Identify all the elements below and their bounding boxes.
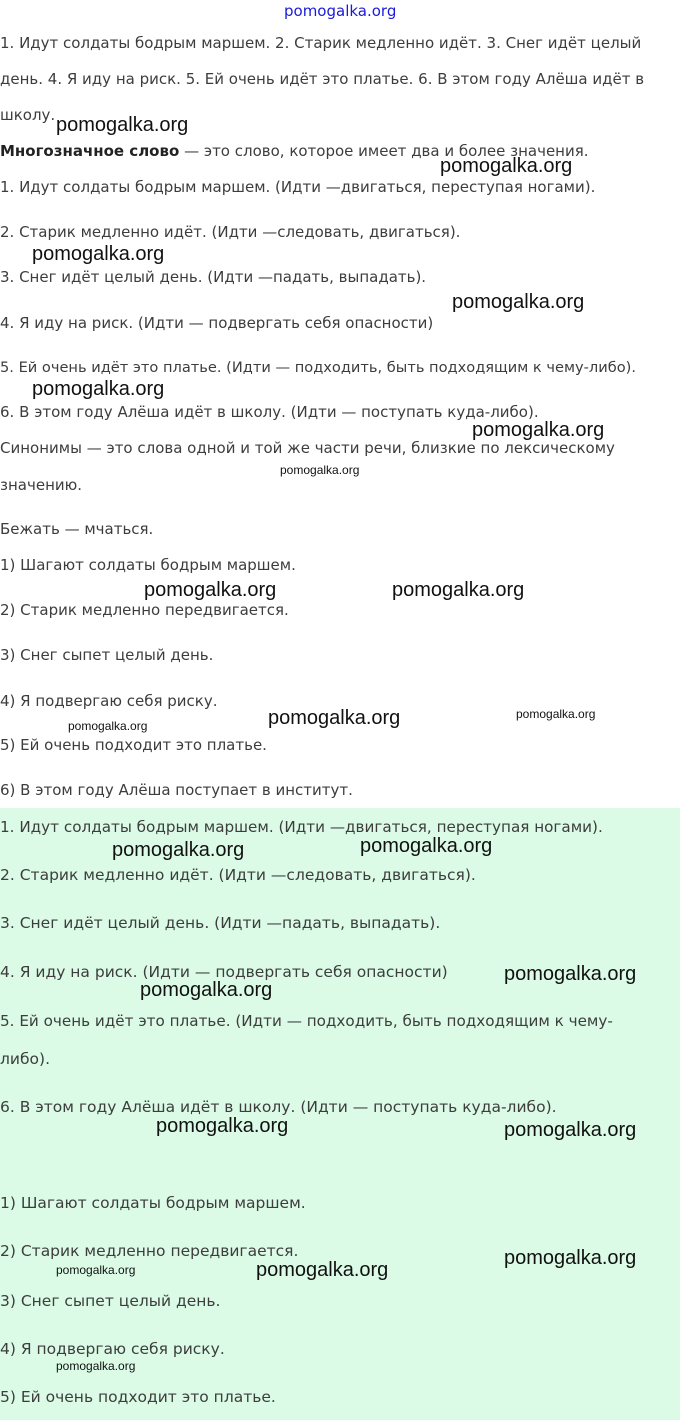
watermark: pomogalka.org	[56, 1263, 136, 1277]
watermark: pomogalka.org	[472, 419, 605, 441]
watermark: pomogalka.org	[504, 1119, 637, 1141]
panel-meaning-5-cont: либо).	[0, 1050, 50, 1068]
panel-meaning-5: 5. Ей очень идёт это платье. (Идти — подходить, быть подходящим к чему-	[0, 1012, 613, 1030]
meaning-6: 6. В этом году Алёша идёт в школу. (Идти — поступать куда-либо).	[0, 403, 539, 421]
site-link[interactable]: pomogalka.org	[284, 2, 397, 20]
watermark: pomogalka.org	[56, 114, 189, 136]
watermark: pomogalka.org	[144, 579, 277, 601]
replacement-6: 6) В этом году Алёша поступает в институт.	[0, 781, 353, 799]
watermark: pomogalka.org	[140, 979, 273, 1001]
watermark: pomogalka.org	[504, 1247, 637, 1269]
definition-text: — это слово, которое имеет два и более значения.	[179, 142, 589, 160]
watermark: pomogalka.org	[56, 1359, 136, 1373]
intro-line-3: школу.	[0, 106, 56, 124]
replacement-4: 4) Я подвергаю себя риску.	[0, 692, 218, 710]
watermark: pomogalka.org	[452, 291, 585, 313]
panel-meaning-6: 6. В этом году Алёша идёт в школу. (Идти — поступать куда-либо).	[0, 1098, 557, 1116]
watermark: pomogalka.org	[504, 963, 637, 985]
meaning-2: 2. Старик медленно идёт. (Идти —следовать, двигаться).	[0, 223, 461, 241]
panel-meaning-4: 4. Я иду на риск. (Идти — подвергать себя опасности)	[0, 963, 448, 981]
watermark: pomogalka.org	[32, 243, 165, 265]
panel-replacement-4: 4) Я подвергаю себя риску.	[0, 1340, 225, 1358]
panel-replacement-2: 2) Старик медленно передвигается.	[0, 1242, 299, 1260]
watermark: pomogalka.org	[32, 378, 165, 400]
watermark: pomogalka.org	[112, 839, 245, 861]
meaning-1: 1. Идут солдаты бодрым маршем. (Идти —двигаться, переступая ногами).	[0, 178, 596, 196]
synonyms-def-line-2: значению.	[0, 476, 83, 494]
panel-replacement-1: 1) Шагают солдаты бодрым маршем.	[0, 1194, 306, 1212]
watermark: pomogalka.org	[516, 707, 596, 721]
meaning-5: 5. Ей очень идёт это платье. (Идти — подходить, быть подходящим к чему-либо).	[0, 359, 636, 376]
replacement-1: 1) Шагают солдаты бодрым маршем.	[0, 556, 296, 574]
synonyms-def-line-1: Синонимы — это слова одной и той же части речи, близкие по лексическому	[0, 439, 615, 457]
watermark: pomogalka.org	[392, 579, 525, 601]
example-pair: Бежать — мчаться.	[0, 520, 154, 538]
watermark: pomogalka.org	[360, 835, 493, 857]
replacement-2: 2) Старик медленно передвигается.	[0, 601, 289, 619]
watermark: pomogalka.org	[440, 155, 573, 177]
meaning-3: 3. Снег идёт целый день. (Идти —падать, выпадать).	[0, 268, 427, 286]
replacement-3: 3) Снег сыпет целый день.	[0, 646, 214, 664]
meaning-4: 4. Я иду на риск. (Идти — подвергать себя опасности)	[0, 314, 434, 332]
watermark: pomogalka.org	[256, 1259, 389, 1281]
answer-panel	[0, 808, 680, 1420]
panel-meaning-1: 1. Идут солдаты бодрым маршем. (Идти —двигаться, переступая ногами).	[0, 818, 603, 836]
replacement-5: 5) Ей очень подходит это платье.	[0, 736, 267, 754]
panel-replacement-3: 3) Снег сыпет целый день.	[0, 1292, 221, 1310]
watermark: pomogalka.org	[156, 1115, 289, 1137]
watermark: pomogalka.org	[280, 463, 360, 477]
watermark: pomogalka.org	[68, 719, 148, 733]
panel-meaning-3: 3. Снег идёт целый день. (Идти —падать, выпадать).	[0, 914, 441, 932]
panel-meaning-2: 2. Старик медленно идёт. (Идти —следовать, двигаться).	[0, 866, 476, 884]
definition-term: Многозначное слово	[0, 142, 180, 160]
intro-line-1: 1. Идут солдаты бодрым маршем. 2. Старик медленно идёт. 3. Снег идёт целый	[0, 34, 642, 52]
panel-replacement-5: 5) Ей очень подходит это платье.	[0, 1388, 276, 1406]
watermark: pomogalka.org	[268, 707, 401, 729]
intro-line-2: день. 4. Я иду на риск. 5. Ей очень идёт это платье. 6. В этом году Алёша идёт в	[0, 70, 645, 88]
